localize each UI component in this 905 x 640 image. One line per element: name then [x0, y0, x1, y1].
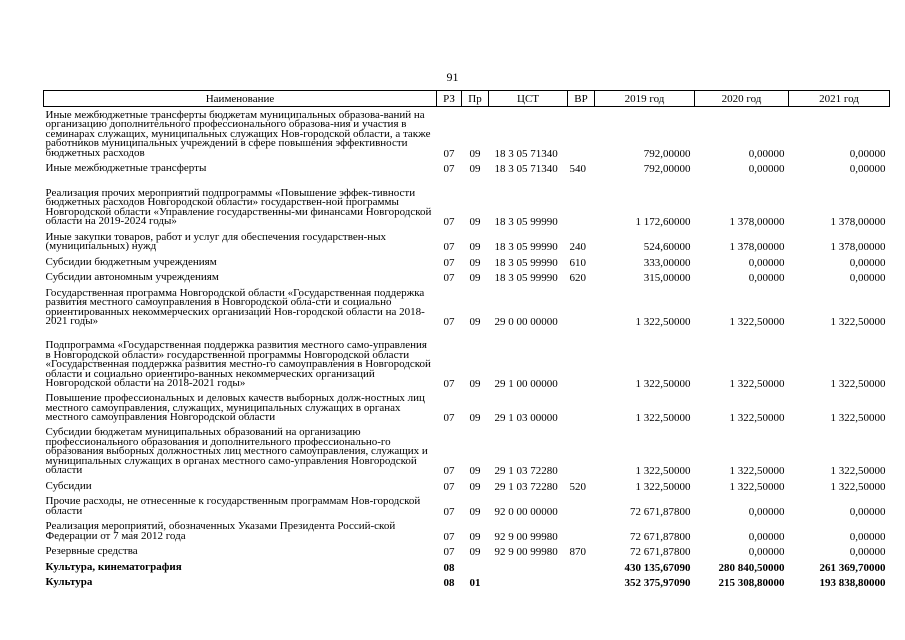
table-row	[44, 493, 890, 518]
column-header-2021: 2021 год	[789, 91, 890, 107]
table-row	[44, 160, 890, 176]
column-header-vr: ВР	[568, 91, 595, 107]
row-cst: 18 3 05 71340	[494, 147, 558, 160]
row-rz: 08	[443, 561, 455, 574]
row-value-2021: 0,00000	[849, 163, 886, 175]
table-row	[44, 518, 890, 543]
row-pr: 09	[469, 256, 481, 269]
row-pr: 09	[469, 272, 481, 284]
row-cst: 92 9 00 99980	[494, 530, 558, 543]
row-rz: 07	[443, 505, 455, 518]
row-vr	[568, 493, 595, 518]
table-row	[44, 424, 890, 477]
row-value-2021: 1 322,50000	[830, 480, 886, 493]
row-name: Повышение профессиональных и деловых качеств выборных долж-ностных лиц местного самоуправления, служащих, муниципальных служащих в органах местного самоуправления Новгородской области	[45, 392, 425, 424]
row-rz: 07	[443, 163, 455, 175]
row-value-2019: 333,00000	[643, 256, 691, 269]
table-row	[44, 175, 890, 228]
row-rz: 08	[443, 577, 455, 589]
row-rz: 07	[443, 480, 455, 493]
row-vr	[568, 284, 595, 328]
row-vr	[568, 390, 595, 424]
row-cst: 29 1 03 00000	[494, 412, 558, 425]
row-rz: 07	[443, 546, 455, 558]
table-header-row	[44, 91, 890, 107]
row-pr: 01	[469, 577, 481, 589]
table-body	[44, 107, 890, 590]
row-cst: 29 0 00 00000	[494, 316, 558, 329]
table-row	[44, 228, 890, 253]
row-name: Иные межбюджетные трансферты	[45, 162, 207, 174]
row-cst: 18 3 05 71340	[494, 163, 558, 175]
row-value-2020: 0,00000	[748, 256, 785, 269]
row-value-2020: 1 322,50000	[729, 412, 785, 425]
row-value-2020: 0,00000	[748, 147, 785, 160]
row-cst: 18 3 05 99990	[494, 216, 558, 229]
row-value-2020: 1 322,50000	[729, 378, 785, 391]
row-value-2020: 1 378,00000	[729, 216, 785, 229]
row-cst: 92 0 00 00000	[494, 505, 558, 518]
budget-table	[43, 90, 890, 589]
row-value-2020: 280 840,50000	[718, 561, 785, 574]
row-vr	[568, 328, 595, 390]
row-value-2019: 1 322,50000	[635, 465, 691, 478]
row-value-2019: 1 322,50000	[635, 412, 691, 425]
row-value-2021: 1 322,50000	[830, 465, 886, 478]
row-cst: 18 3 05 99990	[494, 241, 558, 254]
column-header-2020: 2020 год	[695, 91, 789, 107]
row-name: Субсидии автономным учреждениям	[45, 271, 219, 283]
row-value-2020: 0,00000	[748, 546, 785, 558]
page-number: 91	[446, 70, 459, 84]
row-name: Прочие расходы, не отнесенные к государственным программам Нов-городской области	[45, 495, 421, 517]
row-pr	[462, 558, 489, 574]
table-row	[44, 253, 890, 269]
row-pr: 09	[469, 147, 481, 160]
row-value-2019: 72 671,87800	[630, 546, 691, 558]
row-value-2019: 792,00000	[643, 147, 691, 160]
row-name: Реализация прочих мероприятий подпрограммы «Повышение эффек-тивности бюджетных расходов Новгородской области» государствен-ной программы Новгородской области «Управление государственны-ми финансами Новгородской области на 2019-2024 годы»	[45, 186, 432, 228]
row-rz: 07	[443, 256, 455, 269]
row-value-2019: 352 375,97090	[624, 577, 691, 589]
row-cst	[489, 574, 568, 590]
row-value-2021: 1 378,00000	[830, 216, 886, 229]
row-value-2019: 315,00000	[643, 272, 691, 284]
row-value-2021: 1 322,50000	[830, 378, 886, 391]
row-vr: 610	[569, 256, 586, 269]
table-row	[44, 477, 890, 493]
row-pr: 09	[469, 378, 481, 391]
row-vr	[568, 558, 595, 574]
row-pr: 09	[469, 241, 481, 254]
row-rz: 07	[443, 216, 455, 229]
row-value-2020: 0,00000	[748, 530, 785, 543]
row-vr	[568, 175, 595, 228]
row-rz: 07	[443, 316, 455, 329]
row-vr: 240	[569, 241, 586, 254]
table-row	[44, 574, 890, 590]
row-rz: 07	[443, 465, 455, 478]
row-pr: 09	[469, 530, 481, 543]
row-value-2021: 0,00000	[849, 256, 886, 269]
row-value-2021: 0,00000	[849, 505, 886, 518]
row-value-2021: 261 369,70000	[819, 561, 886, 574]
row-name: Субсидии	[45, 479, 92, 492]
row-value-2021: 1 378,00000	[830, 241, 886, 254]
table-row	[44, 390, 890, 424]
row-cst: 29 1 03 72280	[494, 465, 558, 478]
table-row	[44, 558, 890, 574]
row-cst: 18 3 05 99990	[494, 256, 558, 269]
table-row	[44, 284, 890, 328]
row-name: Иные межбюджетные трансферты бюджетам муниципальных образова-ваний на организацию дополнительного профессионального образова-ния и участия в семинарах служащих, муниципальных служащих Нов-городской области, а также работников муниципальных учреждений в сфере повышения эффективности бюджетных расходов	[45, 108, 431, 159]
table-row	[44, 269, 890, 285]
row-vr	[568, 574, 595, 590]
row-pr: 09	[469, 505, 481, 518]
row-pr: 09	[469, 412, 481, 425]
row-value-2021: 0,00000	[849, 530, 886, 543]
row-pr: 09	[469, 480, 481, 493]
row-value-2021: 0,00000	[849, 546, 886, 558]
row-value-2020: 0,00000	[748, 163, 785, 175]
row-name: Культура	[45, 576, 93, 588]
row-cst: 18 3 05 99990	[494, 272, 558, 284]
column-header-pr: Пр	[462, 91, 489, 107]
row-pr: 09	[469, 163, 481, 175]
row-value-2019: 1 322,50000	[635, 316, 691, 329]
row-vr	[568, 518, 595, 543]
row-name: Субсидии бюджетным учреждениям	[45, 255, 217, 268]
row-value-2019: 1 322,50000	[635, 480, 691, 493]
row-value-2020: 0,00000	[748, 272, 785, 284]
row-pr: 09	[469, 546, 481, 558]
row-pr: 09	[469, 316, 481, 329]
column-header-name: Наименование	[44, 91, 437, 107]
column-header-cst: ЦСТ	[489, 91, 568, 107]
row-name: Государственная программа Новгородской области «Государственная поддержка развития местного самоуправления в Новгородской обла-сти и социально ориентированных некоммерческих организаций Нов-городской области на 2018-2021 годы»	[45, 286, 425, 328]
table-row	[44, 328, 890, 390]
row-vr: 540	[569, 163, 586, 175]
row-cst: 29 1 00 00000	[494, 378, 558, 391]
row-value-2021: 0,00000	[849, 272, 886, 284]
table-row	[44, 543, 890, 559]
row-value-2019: 1 172,60000	[635, 216, 691, 229]
column-header-rz: РЗ	[437, 91, 462, 107]
row-vr	[568, 424, 595, 477]
row-vr: 870	[569, 546, 586, 558]
row-name: Иные закупки товаров, работ и услуг для обеспечения государствен-ных (муниципальных) нужд	[45, 230, 387, 253]
row-value-2020: 215 308,80000	[718, 577, 785, 589]
row-name: Субсидии бюджетам муниципальных образований на организацию профессионального образования и дополнительного профессионально-го образования выборных должностных лиц местного самоуправления, служащих и муниципальных служащих в органах местного само-управления Новгородской области	[45, 426, 428, 477]
row-cst: 92 9 00 99980	[494, 546, 558, 558]
row-value-2019: 524,60000	[643, 241, 691, 254]
row-value-2021: 1 322,50000	[830, 412, 886, 425]
row-value-2019: 72 671,87800	[630, 505, 691, 518]
row-pr: 09	[469, 465, 481, 478]
row-rz: 07	[443, 147, 455, 160]
row-rz: 07	[443, 241, 455, 254]
row-value-2019: 1 322,50000	[635, 378, 691, 391]
row-name: Культура, кинематография	[45, 560, 182, 573]
row-value-2019: 72 671,87800	[630, 530, 691, 543]
row-value-2019: 430 135,67090	[624, 561, 691, 574]
row-rz: 07	[443, 272, 455, 284]
row-value-2020: 0,00000	[748, 505, 785, 518]
row-rz: 07	[443, 412, 455, 425]
row-cst	[489, 558, 568, 574]
row-rz: 07	[443, 378, 455, 391]
row-value-2020: 1 322,50000	[729, 316, 785, 329]
row-value-2021: 0,00000	[849, 147, 886, 160]
row-name: Резервные средства	[45, 545, 138, 557]
row-cst: 29 1 03 72280	[494, 480, 558, 493]
row-value-2020: 1 322,50000	[729, 480, 785, 493]
row-value-2021: 1 322,50000	[830, 316, 886, 329]
row-value-2020: 1 322,50000	[729, 465, 785, 478]
row-value-2021: 193 838,80000	[819, 577, 886, 589]
row-name: Подпрограмма «Государственная поддержка развития местного само-управления в Новгородской области» государственной программы Новгородской области «Государственная поддержка развития местно-го самоуправления в Новгородской области и социально ориентиро-ванных некоммерческих организаций Новгородской области на 2018-2021 годы»	[45, 339, 431, 390]
table-row	[44, 107, 890, 160]
column-header-2019: 2019 год	[595, 91, 695, 107]
row-pr: 09	[469, 216, 481, 229]
row-vr	[568, 107, 595, 160]
row-vr: 620	[569, 272, 586, 284]
row-value-2020: 1 378,00000	[729, 241, 785, 254]
row-rz: 07	[443, 530, 455, 543]
row-value-2019: 792,00000	[643, 163, 691, 175]
row-name: Реализация мероприятий, обозначенных Указами Президента Россий-ской Федерации от 7 мая 2012 года	[45, 520, 396, 542]
row-vr: 520	[569, 480, 586, 493]
